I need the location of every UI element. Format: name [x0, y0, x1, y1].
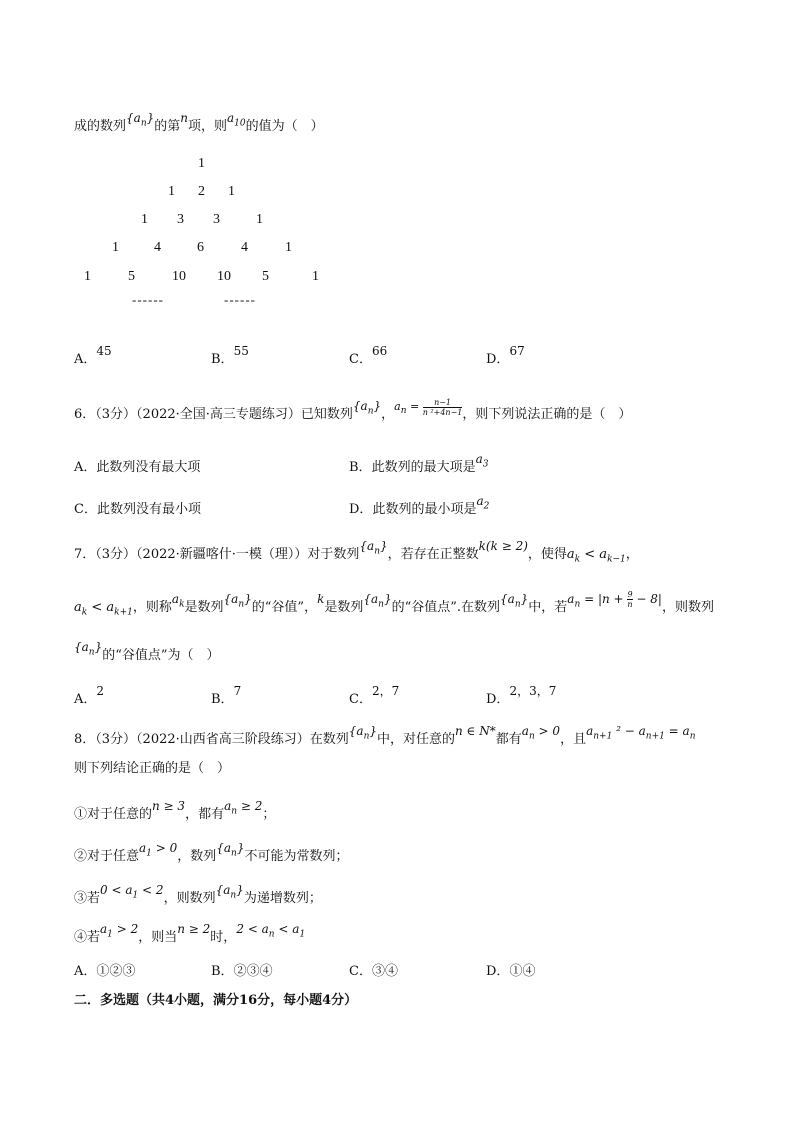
triangle-ellipsis: ------: [132, 292, 164, 307]
q5-option-a: A．45: [74, 344, 112, 367]
q6-option-d: D．此数列的最小项是$a_2$: [349, 494, 490, 517]
triangle-number: 5: [128, 269, 135, 284]
q6-text: ，则下列说法正确的是（ ）: [462, 407, 632, 422]
triangle-ellipsis: ------: [224, 292, 256, 307]
q7-option-d: D．2，3，7: [486, 684, 557, 707]
q7-stem-line3: $\{a_n\}$的“谷值点”为（ ）: [74, 640, 220, 663]
q6-text: 6．（3分）（2022·全国·高三专题练习）已知数列: [74, 407, 353, 422]
triangle-number: 1: [112, 240, 119, 255]
q6-stem: 6．（3分）（2022·全国·高三专题练习）已知数列$\{a_n\}$，$^{a_n = \frac{n-1}{\text{n ²+4n−1}}}$ ，则下列说法正确的是（ ）: [74, 397, 632, 422]
q5-option-c: C．66: [349, 344, 388, 367]
triangle-number: 1: [198, 156, 205, 171]
q5-a10: $a_{10}$: [227, 111, 246, 129]
q6-option-a: A．此数列没有最大项: [74, 460, 201, 475]
triangle-number: 10: [172, 269, 186, 284]
q7-formula: $a_n = |n$ + $\frac{9}{n}$ − 8|: [567, 590, 662, 610]
triangle-number: 1: [312, 269, 319, 284]
triangle-number: 3: [177, 212, 184, 227]
q7-option-b: B．7: [211, 684, 242, 707]
triangle-number: 10: [217, 269, 231, 284]
q8-stem-line1: 8．（3分）（2022·山西省高三阶段练习）在数列$\{a_n\}$中，对任意的n ∈ N*都有$a_n > 0$，且$a_{n+1}$ $^2 - a_{n+1} = a_n$: [74, 724, 696, 747]
q8-option-a: A．①②③: [74, 964, 136, 979]
q5-option-b: B．55: [211, 344, 249, 367]
section-heading: 二．多选题（共4小题，满分16分，每小题4分）: [74, 993, 358, 1008]
triangle-number: 1: [256, 212, 263, 227]
triangle-number: 1: [228, 184, 235, 199]
q6-option-b: B．此数列的最大项是$a_3$: [349, 452, 489, 475]
q8-statement-1: ①对于任意的n ≥ 3，都有$a_n \ge 2$；: [74, 799, 276, 822]
triangle-number: 4: [241, 240, 248, 255]
triangle-number: 3: [213, 212, 220, 227]
q5-option-d: D．67: [486, 344, 525, 367]
q8-stem-line2: 则下列结论正确的是（ ）: [74, 761, 231, 776]
triangle-number: 4: [154, 240, 161, 255]
q5-text: 的第: [154, 119, 181, 134]
q8-statement-2: ②对于任意$a_1 > 0$，数列$\{a_n\}$不可能为常数列；: [74, 841, 349, 864]
q7-stem-line1: 7．（3分）（2022·新疆喀什·一模（理））对于数列$\{a_n\}$，若存在正整数k(k ≥ 2)，使得$a_k < a_{k-1}$，: [74, 539, 639, 565]
triangle-number: 1: [285, 240, 292, 255]
q8-option-c: C．③④: [349, 964, 398, 979]
q6-option-c: C．此数列没有最小项: [74, 502, 201, 517]
triangle-number: 1: [141, 212, 148, 227]
q5-n: n: [180, 111, 188, 125]
q8-option-d: D．①④: [486, 964, 536, 979]
q5-text: 的值为（ ）: [245, 119, 324, 134]
q6-seq: $\{a_n\}$: [352, 399, 382, 417]
q7-option-a: A．2: [74, 684, 105, 707]
q7-option-c: C．2，7: [349, 684, 400, 707]
q5-stem: [74, 111, 324, 140]
triangle-number: 2: [198, 184, 205, 199]
triangle-number: 6: [197, 240, 204, 255]
triangle-number: 1: [84, 269, 91, 284]
q7-stem-line2: $a_k < a_{k+1}$，则称$a_k$是数列$\{a_n\}$的“谷值”，k是数列$\{a_n\}$的“谷值点”.在数列$\{a_n\}$中，若$a_n = |n$ + $\frac{9}{n}$ − 8|，则数列: [74, 590, 714, 618]
q5-seq: $\{a_n\}$: [126, 111, 155, 129]
q5-text: 成的数列: [74, 119, 127, 134]
q8-option-b: B．②③④: [211, 964, 273, 979]
triangle-number: 5: [262, 269, 269, 284]
triangle-number: 1: [168, 184, 175, 199]
q8-statement-4: ④若$a_1 > 2$，则当n ≥ 2时，$2 < a_n < a_1$: [74, 922, 306, 945]
q5-text: 项，则: [188, 119, 228, 134]
q6-formula: an = n−1 n ²+4n−1: [394, 397, 463, 417]
q8-statement-3: ③若$0 < a_1 < 2$，则数列$\{a_n\}$为递增数列；: [74, 883, 322, 906]
